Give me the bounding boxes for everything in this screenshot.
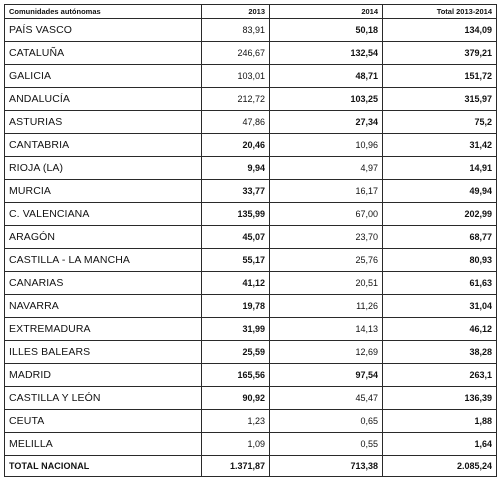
row-community-name: NAVARRA [5,295,202,318]
row-value-2013: 1,23 [202,410,270,433]
total-2013: 1.371,87 [202,456,270,477]
table-row [5,157,497,180]
table-row [5,364,497,387]
table-row [5,272,497,295]
row-community-name: PAÍS VASCO [5,19,202,42]
row-value-2014: 20,51 [270,272,383,295]
table-row [5,318,497,341]
row-value-2014: 11,26 [270,295,383,318]
row-value-total: 134,09 [383,19,497,42]
row-value-2014: 97,54 [270,364,383,387]
row-value-2013: 47,86 [202,111,270,134]
row-value-2014: 14,13 [270,318,383,341]
header-2013: 2013 [202,5,270,19]
row-value-total: 263,1 [383,364,497,387]
row-value-2013: 246,67 [202,42,270,65]
row-value-2014: 16,17 [270,180,383,203]
row-community-name: MELILLA [5,433,202,456]
table-body [5,19,497,477]
row-value-2014: 67,00 [270,203,383,226]
table-row [5,19,497,42]
table-row [5,433,497,456]
row-value-total: 151,72 [383,65,497,88]
row-value-2013: 55,17 [202,249,270,272]
row-community-name: CEUTA [5,410,202,433]
row-value-2014: 103,25 [270,88,383,111]
total-label: TOTAL NACIONAL [5,456,202,477]
row-value-2014: 45,47 [270,387,383,410]
header-total: Total 2013-2014 [383,5,497,19]
row-value-2014: 0,55 [270,433,383,456]
row-value-2013: 20,46 [202,134,270,157]
row-value-2014: 50,18 [270,19,383,42]
table-row [5,341,497,364]
header-communities: Comunidades autónomas [5,5,202,19]
row-value-total: 136,39 [383,387,497,410]
header-row [5,5,497,19]
row-value-total: 202,99 [383,203,497,226]
row-value-total: 14,91 [383,157,497,180]
table-row [5,65,497,88]
row-community-name: MURCIA [5,180,202,203]
row-value-total: 61,63 [383,272,497,295]
row-community-name: CATALUÑA [5,42,202,65]
row-community-name: CASTILLA - LA MANCHA [5,249,202,272]
row-community-name: C. VALENCIANA [5,203,202,226]
row-value-total: 31,04 [383,295,497,318]
row-value-total: 75,2 [383,111,497,134]
row-value-total: 379,21 [383,42,497,65]
row-value-2013: 33,77 [202,180,270,203]
row-value-total: 46,12 [383,318,497,341]
row-value-2014: 12,69 [270,341,383,364]
row-community-name: ASTURIAS [5,111,202,134]
row-value-2013: 165,56 [202,364,270,387]
row-community-name: EXTREMADURA [5,318,202,341]
row-value-total: 38,28 [383,341,497,364]
row-community-name: ILLES BALEARS [5,341,202,364]
row-value-2013: 212,72 [202,88,270,111]
row-value-2013: 41,12 [202,272,270,295]
table-row [5,410,497,433]
row-community-name: RIOJA (LA) [5,157,202,180]
row-value-2013: 1,09 [202,433,270,456]
row-value-2014: 0,65 [270,410,383,433]
row-value-total: 80,93 [383,249,497,272]
row-value-total: 1,88 [383,410,497,433]
row-community-name: CANTABRIA [5,134,202,157]
row-value-2014: 10,96 [270,134,383,157]
table-row [5,111,497,134]
table-row [5,387,497,410]
table-row [5,295,497,318]
table-row [5,226,497,249]
row-community-name: CASTILLA Y LEÓN [5,387,202,410]
data-table-container [4,4,496,477]
row-community-name: MADRID [5,364,202,387]
row-value-2014: 25,76 [270,249,383,272]
row-community-name: ARAGÓN [5,226,202,249]
total-2014: 713,38 [270,456,383,477]
total-grand: 2.085,24 [383,456,497,477]
row-value-total: 1,64 [383,433,497,456]
total-row [5,456,497,477]
row-value-total: 31,42 [383,134,497,157]
table-row [5,203,497,226]
row-value-total: 315,97 [383,88,497,111]
row-value-2013: 31,99 [202,318,270,341]
table-row [5,249,497,272]
row-value-2014: 27,34 [270,111,383,134]
header-2014: 2014 [270,5,383,19]
row-value-2014: 4,97 [270,157,383,180]
row-value-2014: 23,70 [270,226,383,249]
row-value-2014: 132,54 [270,42,383,65]
row-value-total: 49,94 [383,180,497,203]
table-row [5,134,497,157]
table-row [5,180,497,203]
communities-table [4,4,497,477]
row-value-2013: 90,92 [202,387,270,410]
row-community-name: ANDALUCÍA [5,88,202,111]
row-community-name: GALICIA [5,65,202,88]
row-value-2013: 45,07 [202,226,270,249]
row-value-2013: 19,78 [202,295,270,318]
row-value-2013: 9,94 [202,157,270,180]
row-value-2014: 48,71 [270,65,383,88]
table-row [5,88,497,111]
row-value-2013: 83,91 [202,19,270,42]
row-value-2013: 135,99 [202,203,270,226]
row-value-total: 68,77 [383,226,497,249]
row-value-2013: 25,59 [202,341,270,364]
row-community-name: CANARIAS [5,272,202,295]
row-value-2013: 103,01 [202,65,270,88]
table-row [5,42,497,65]
